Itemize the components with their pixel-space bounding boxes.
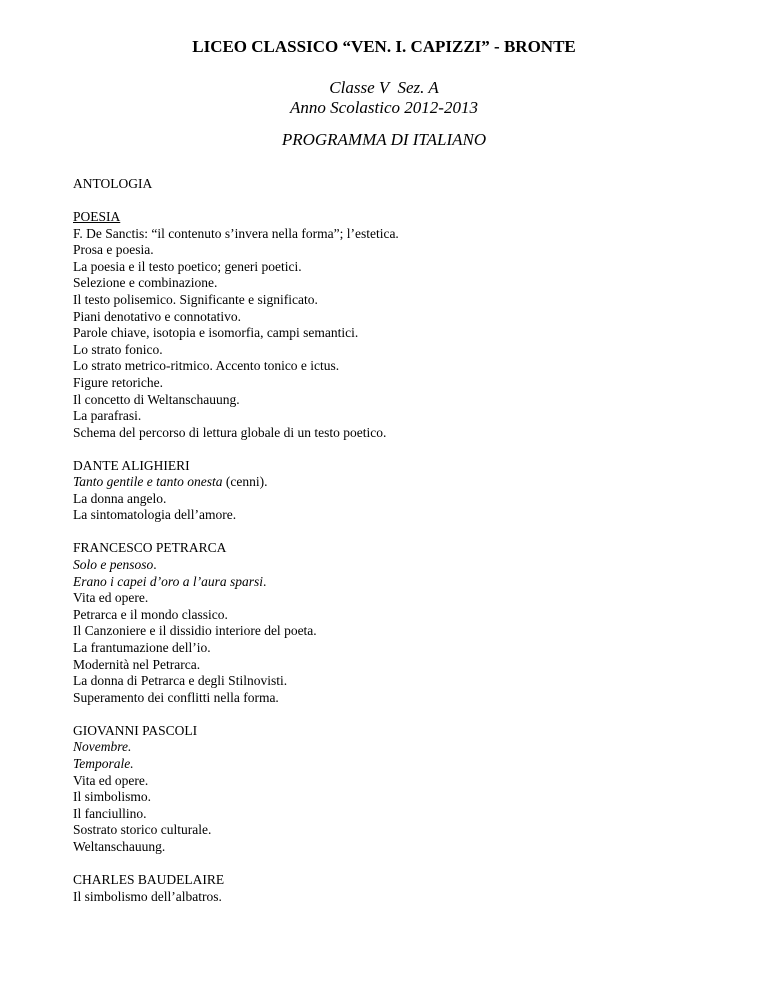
list-item: Vita ed opere.: [73, 772, 149, 788]
work-line: [73, 574, 733, 591]
list-item: Selezione e combinazione.: [73, 275, 218, 291]
list-item: Schema del percorso di lettura globale di un testo poetico.: [73, 424, 387, 440]
work-title: Novembre.: [73, 739, 132, 755]
list-item: Il simbolismo dell’albatros.: [73, 888, 222, 904]
work-title: Erano i capei d’oro a l’aura sparsi: [73, 573, 263, 589]
school-year: Anno Scolastico 2012-2013: [290, 98, 478, 117]
list-item: Modernità nel Petrarca.: [73, 656, 201, 672]
list-item: Weltanschauung.: [73, 838, 166, 854]
list-item: Vita ed opere.: [73, 590, 149, 606]
author-heading-petrarca: FRANCESCO PETRARCA: [73, 540, 227, 556]
list-item: La donna di Petrarca e degli Stilnovisti.: [73, 673, 288, 689]
section-heading-antologia: ANTOLOGIA: [73, 176, 153, 191]
work-suffix: .: [263, 573, 267, 589]
work-line: [73, 557, 733, 574]
list-item: Il testo polisemico. Significante e significato.: [73, 291, 318, 307]
list-item: F. De Sanctis: “il contenuto s’invera nella forma”; l’estetica.: [73, 225, 399, 241]
class-label: Classe V Sez. A: [329, 78, 439, 97]
list-item: Petrarca e il mondo classico.: [73, 606, 228, 622]
list-item: Prosa e poesia.: [73, 242, 154, 258]
list-item: Lo strato fonico.: [73, 341, 163, 357]
list-item: La poesia e il testo poetico; generi poetici.: [73, 258, 302, 274]
list-item: Sostrato storico culturale.: [73, 822, 212, 838]
work-title: Tanto gentile e tanto onesta: [73, 474, 223, 490]
list-item: La frantumazione dell’io.: [73, 640, 211, 656]
author-heading-baudelaire: CHARLES BAUDELAIRE: [73, 871, 225, 887]
work-line: [73, 474, 733, 491]
author-heading-dante: DANTE ALIGHIERI: [73, 457, 190, 473]
program-body: [73, 176, 733, 905]
work-title: Solo e pensoso: [73, 557, 154, 573]
list-item: Superamento dei conflitti nella forma.: [73, 689, 279, 705]
list-item: Il simbolismo.: [73, 789, 152, 805]
program-title: PROGRAMMA DI ITALIANO: [281, 130, 487, 149]
author-heading-pascoli: GIOVANNI PASCOLI: [73, 722, 198, 738]
school-title: LICEO CLASSICO “VEN. I. CAPIZZI” - BRONTE: [192, 37, 576, 56]
list-item: Parole chiave, isotopia e isomorfia, campi semantici.: [73, 325, 359, 341]
list-item: Lo strato metrico-ritmico. Accento tonico e ictus.: [73, 358, 340, 374]
list-item: Il fanciullino.: [73, 805, 147, 821]
section-heading-poesia: POESIA: [73, 208, 121, 224]
list-item: La sintomatologia dell’amore.: [73, 507, 237, 523]
work-note: (cenni).: [222, 474, 268, 490]
work-suffix: .: [153, 557, 157, 573]
list-item: Il concetto di Weltanschauung.: [73, 391, 240, 407]
list-item: La parafrasi.: [73, 408, 142, 424]
work-title: Temporale.: [73, 755, 134, 771]
list-item: Figure retoriche.: [73, 374, 163, 390]
list-item: La donna angelo.: [73, 490, 167, 506]
list-item: Piani denotativo e connotativo.: [73, 308, 241, 324]
list-item: Il Canzoniere e il dissidio interiore del poeta.: [73, 623, 317, 639]
